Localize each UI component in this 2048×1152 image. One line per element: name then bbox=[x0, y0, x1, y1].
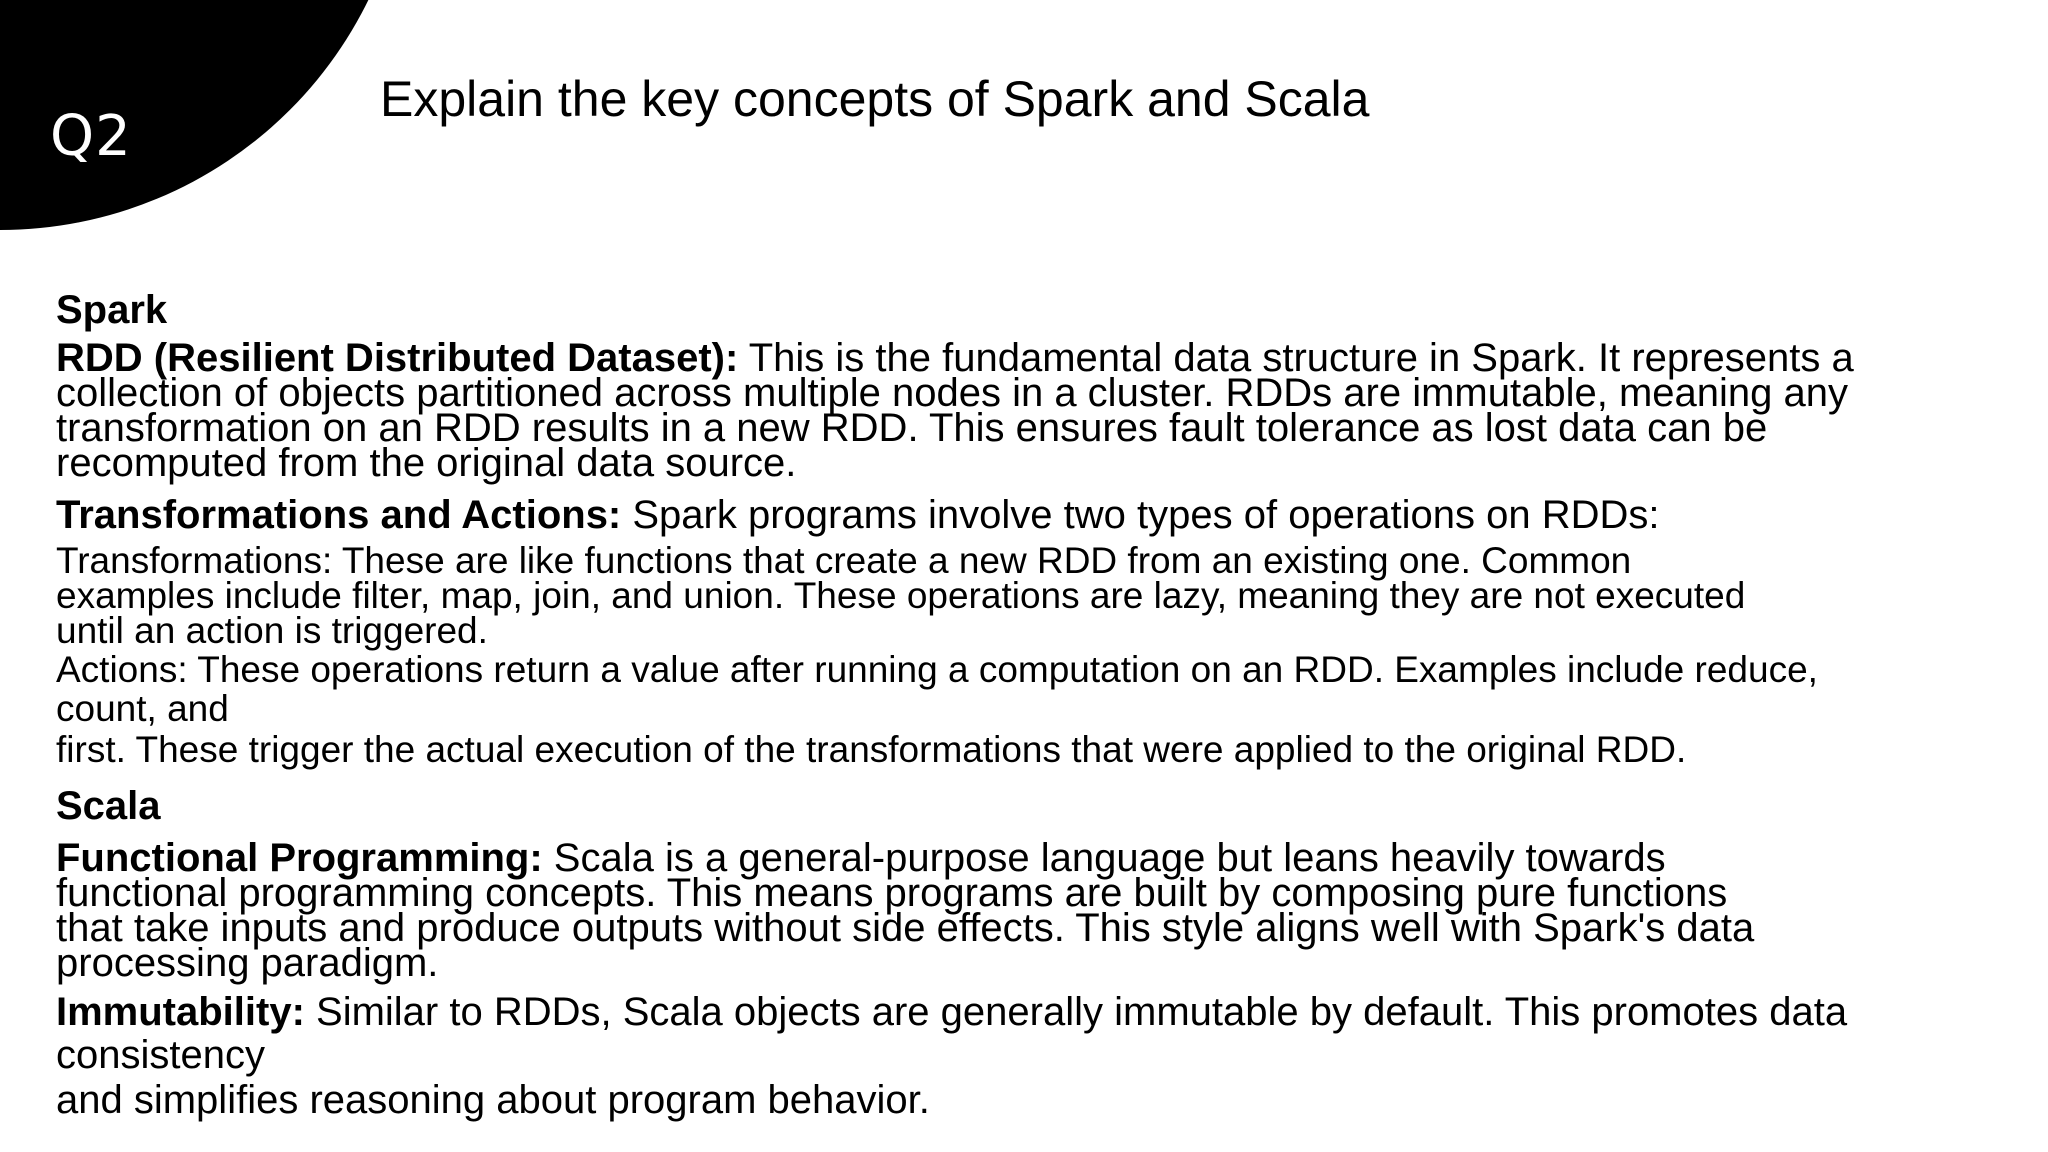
rdd-paragraph bbox=[56, 336, 2016, 485]
transformations-line-3: until an action is triggered. bbox=[56, 610, 488, 651]
functional-line-1: Scala is a general-purpose language but leans heavily towards bbox=[542, 836, 1666, 880]
immutability-line-1: Similar to RDDs, Scala objects are generally immutable by default. This promotes data bbox=[304, 990, 1848, 1034]
slide-title: Explain the key concepts of Spark and Scala bbox=[380, 71, 1370, 127]
rdd-text-line-1: This is the fundamental data structure in Spark. It represents a bbox=[738, 336, 1854, 380]
transformations-line-1: Transformations: These are like functions that create a new RDD from an existing one. Common bbox=[56, 540, 1632, 581]
functional-programming-paragraph bbox=[56, 836, 2016, 985]
rdd-text-line-2: collection of objects partitioned across multiple nodes in a cluster. RDDs are immutable, meaning any bbox=[56, 371, 1848, 415]
question-label: Q2 bbox=[50, 104, 132, 169]
section-heading-spark: Spark bbox=[56, 288, 168, 332]
functional-programming-term: Functional Programming: bbox=[56, 836, 543, 880]
rdd-text-line-3: transformation on an RDD results in a new RDD. This ensures fault tolerance as lost data can be bbox=[56, 406, 1768, 450]
immutability-line-3: and simplifies reasoning about program behavior. bbox=[56, 1078, 930, 1122]
immutability-paragraph bbox=[56, 991, 2016, 1122]
functional-line-3: that take inputs and produce outputs without side effects. This style aligns well with Spark's data bbox=[56, 906, 1755, 950]
rdd-term: RDD (Resilient Distributed Dataset): bbox=[56, 336, 739, 380]
transformations-actions-term: Transformations and Actions: bbox=[56, 493, 622, 537]
actions-paragraph bbox=[56, 650, 2016, 769]
transformations-actions-paragraph bbox=[56, 491, 2016, 539]
rdd-text-line-4: recomputed from the original data source. bbox=[56, 441, 797, 485]
actions-line-2: count, and bbox=[56, 688, 229, 729]
immutability-term: Immutability: bbox=[56, 990, 305, 1034]
functional-line-4: processing paradigm. bbox=[56, 941, 439, 985]
section-heading-scala: Scala bbox=[56, 784, 161, 828]
actions-line-1: Actions: These operations return a value after running a computation on an RDD. Examples include reduce, bbox=[56, 649, 1818, 690]
actions-line-3: first. These trigger the actual execution of the transformations that were applied to the original RDD. bbox=[56, 729, 1687, 770]
transformations-line-2: examples include filter, map, join, and union. These operations are lazy, meaning they are not executed bbox=[56, 575, 1746, 616]
transformations-actions-text: Spark programs involve two types of operations on RDDs: bbox=[621, 493, 1660, 537]
slide-content bbox=[56, 287, 2016, 1122]
immutability-line-2: consistency bbox=[56, 1033, 265, 1077]
functional-line-2: functional programming concepts. This means programs are built by composing pure functions bbox=[56, 871, 1728, 915]
transformations-paragraph bbox=[56, 540, 2016, 651]
